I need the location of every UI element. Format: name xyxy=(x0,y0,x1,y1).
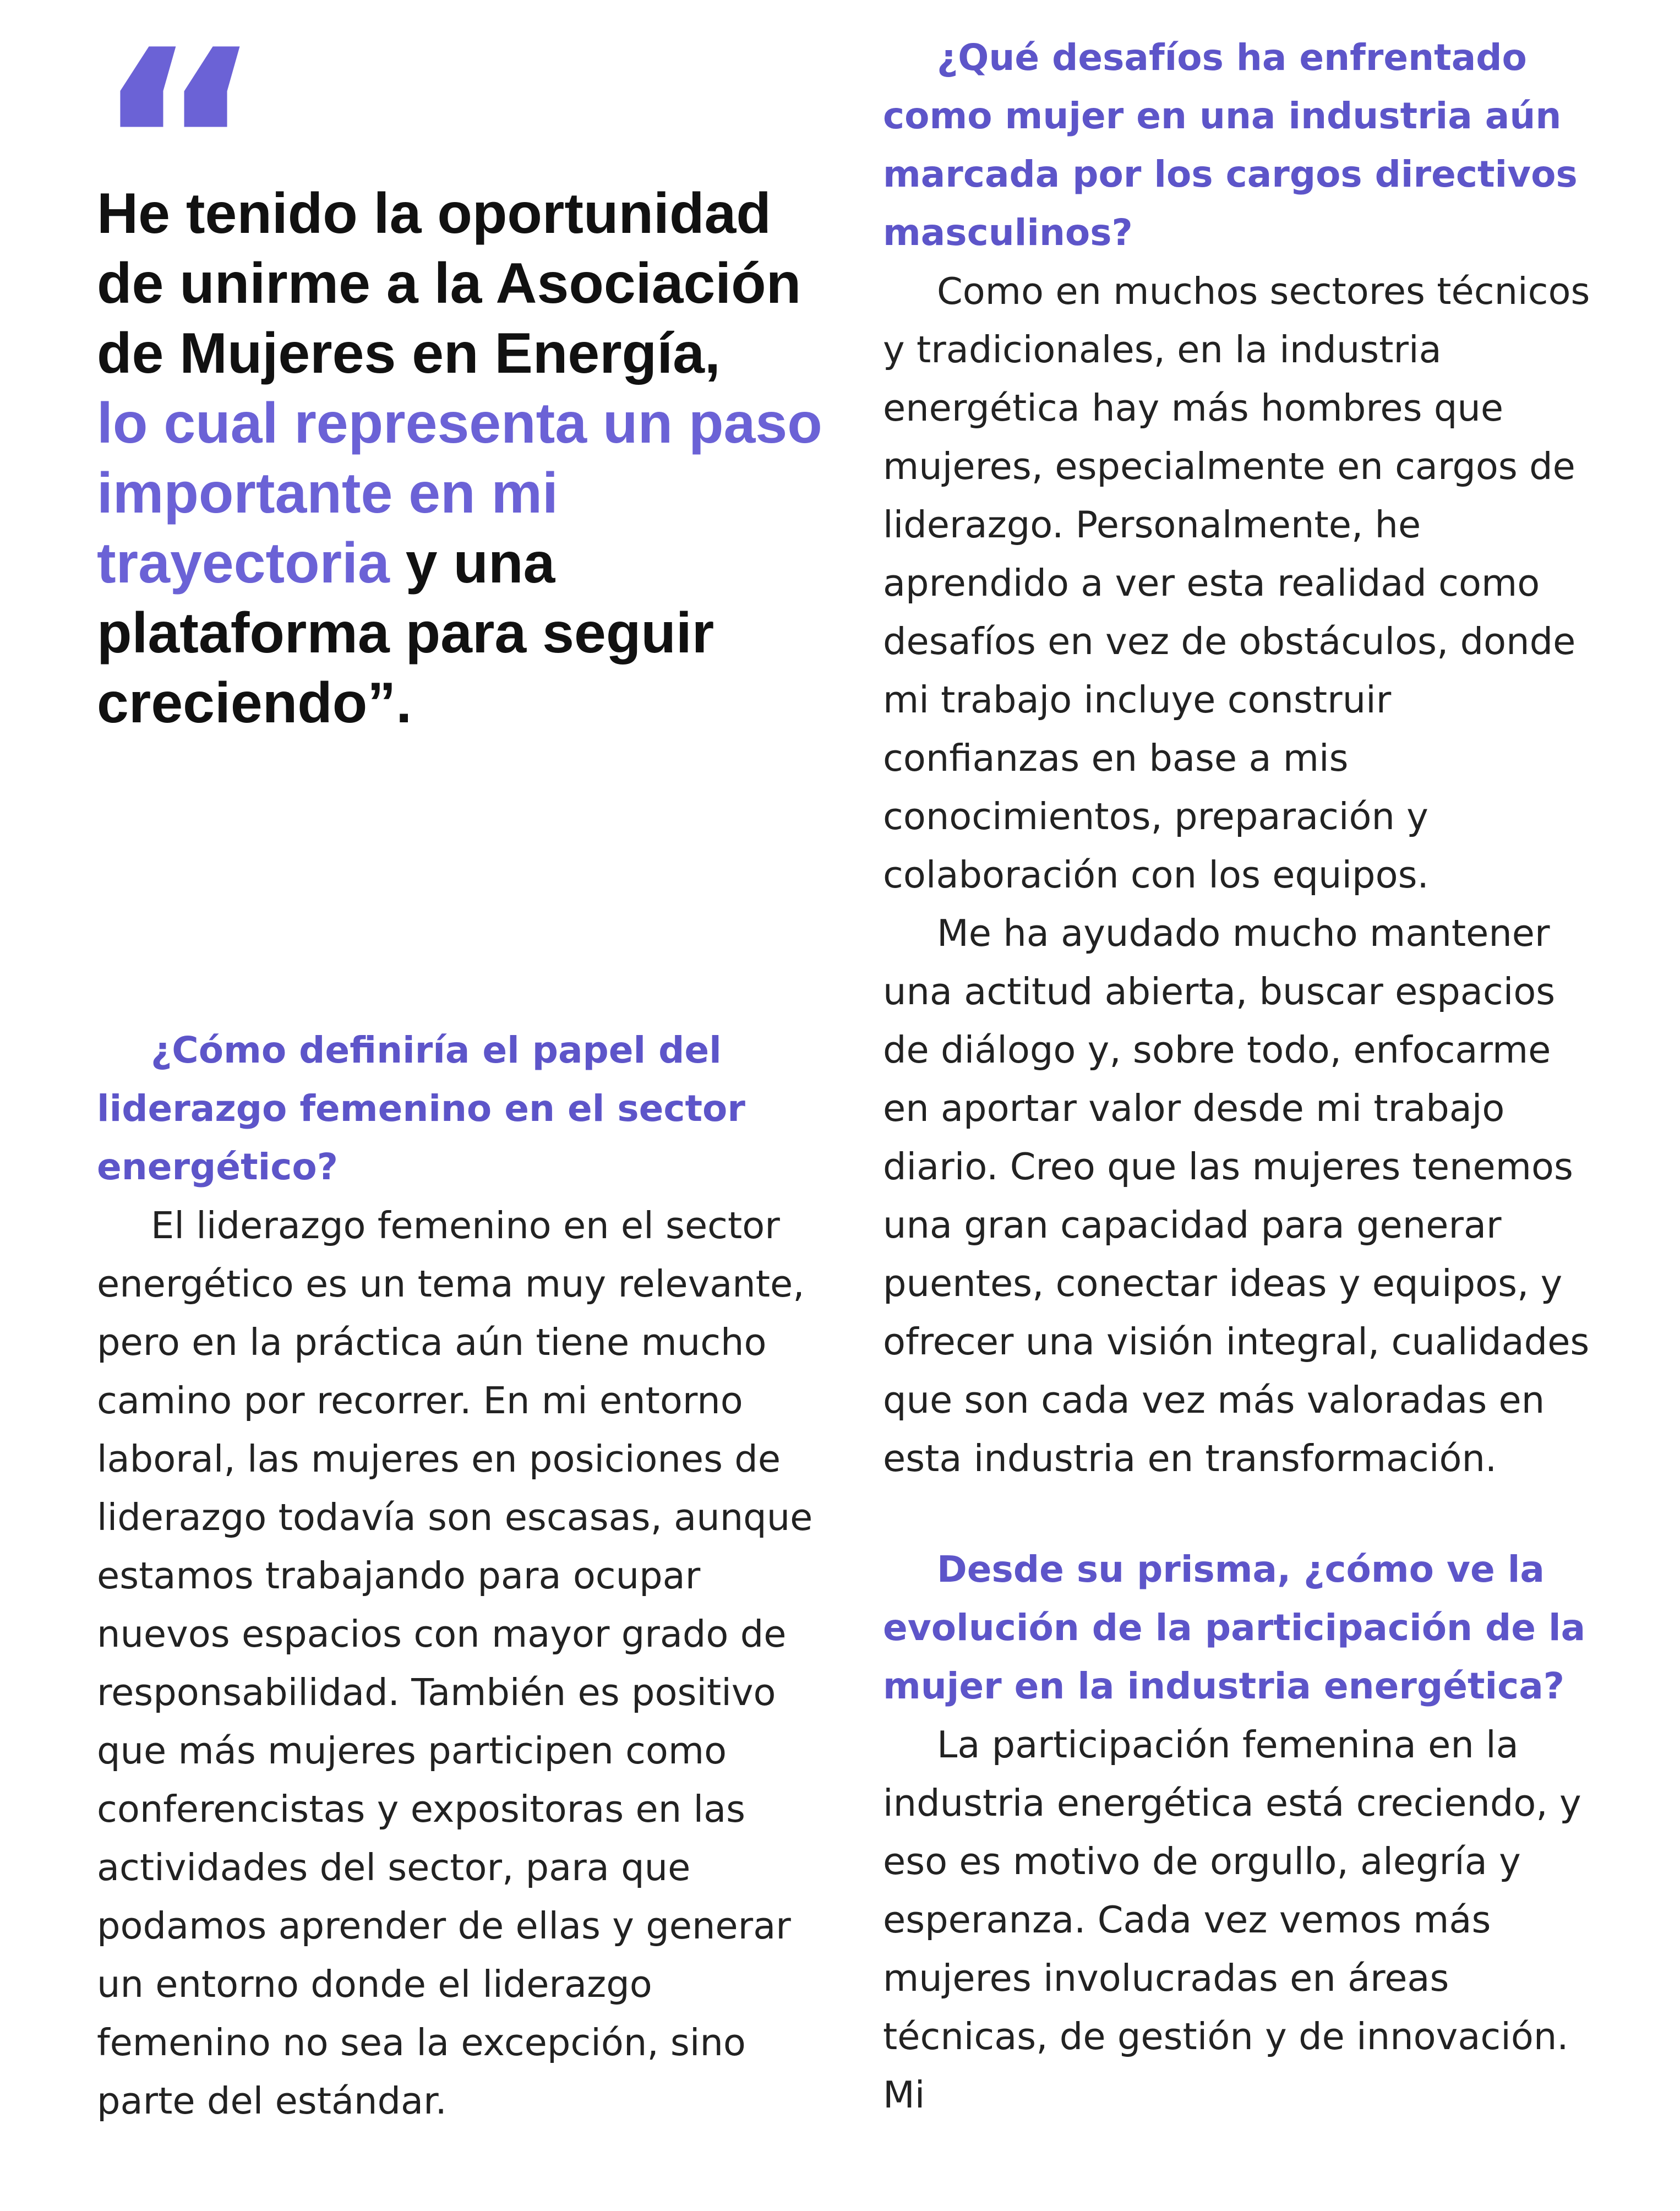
left-column xyxy=(97,1021,829,2130)
answer-paragraph: El liderazgo femenino en el sector energético es un tema muy relevante, pero en la práctica aún tiene mucho camino por recorrer. En mi entorno laboral, las mujeres en posiciones de liderazgo todavía son escasas, aunque estamos trabajando para ocupar nuevos espacios con mayor grado de responsabilidad. También es positivo que más mujeres participen como conferencistas y expositoras en las actividades del sector, para que podamos aprender de ellas y generar un entorno donde el liderazgo femenino no sea la excepción, sino parte del estándar. xyxy=(97,1204,813,2122)
question-heading: ¿Cómo definiría el papel del liderazgo femenino en el sector energético? xyxy=(97,1029,745,1188)
right-column xyxy=(883,29,1599,2124)
pull-quote-highlight: lo cual representa un paso importante en mi trayectoria xyxy=(97,391,822,595)
pull-quote-text: He tenido la oportunidad de unirme a la Asociación de Mujeres en Energía, xyxy=(97,182,801,385)
question-heading: Desde su prisma, ¿cómo ve la evolución de la participación de la mujer en la industria energética? xyxy=(883,1548,1586,1707)
answer-paragraph: Me ha ayudado mucho mantener una actitud abierta, buscar espacios de diálogo y, sobre todo, enfocarme en aportar valor desde mi trabajo diario. Creo que las mujeres tenemos una gran capacidad para generar puentes, conectar ideas y equipos, y ofrecer una visión integral, cualidades que son cada vez más valoradas en esta industria en transformación. xyxy=(883,912,1590,1480)
question-heading: ¿Qué desafíos ha enfrentado como mujer en una industria aún marcada por los cargos directivos masculinos? xyxy=(883,36,1578,254)
pull-quote xyxy=(97,179,829,738)
pull-quote-ending: y una plataforma para seguir creciendo”. xyxy=(97,531,714,735)
answer-paragraph: La participación femenina en la industria energética está creciendo, y eso es motivo de orgullo, alegría y esperanza. Cada vez vemos más mujeres involucradas en áreas técnicas, de gestión y de innovación. Mi xyxy=(883,1723,1581,2116)
quotation-mark-icon: “ xyxy=(94,0,231,296)
answer-paragraph: Como en muchos sectores técnicos y tradicionales, en la industria energética hay más hombres que mujeres, especialmente en cargos de liderazgo. Personalmente, he aprendido a ver esta realidad como desafíos en vez de obstáculos, donde mi trabajo incluye construir confianzas en base a mis conocimientos, preparación y colaboración con los equipos. xyxy=(883,270,1590,896)
section-spacer xyxy=(883,1488,1599,1540)
